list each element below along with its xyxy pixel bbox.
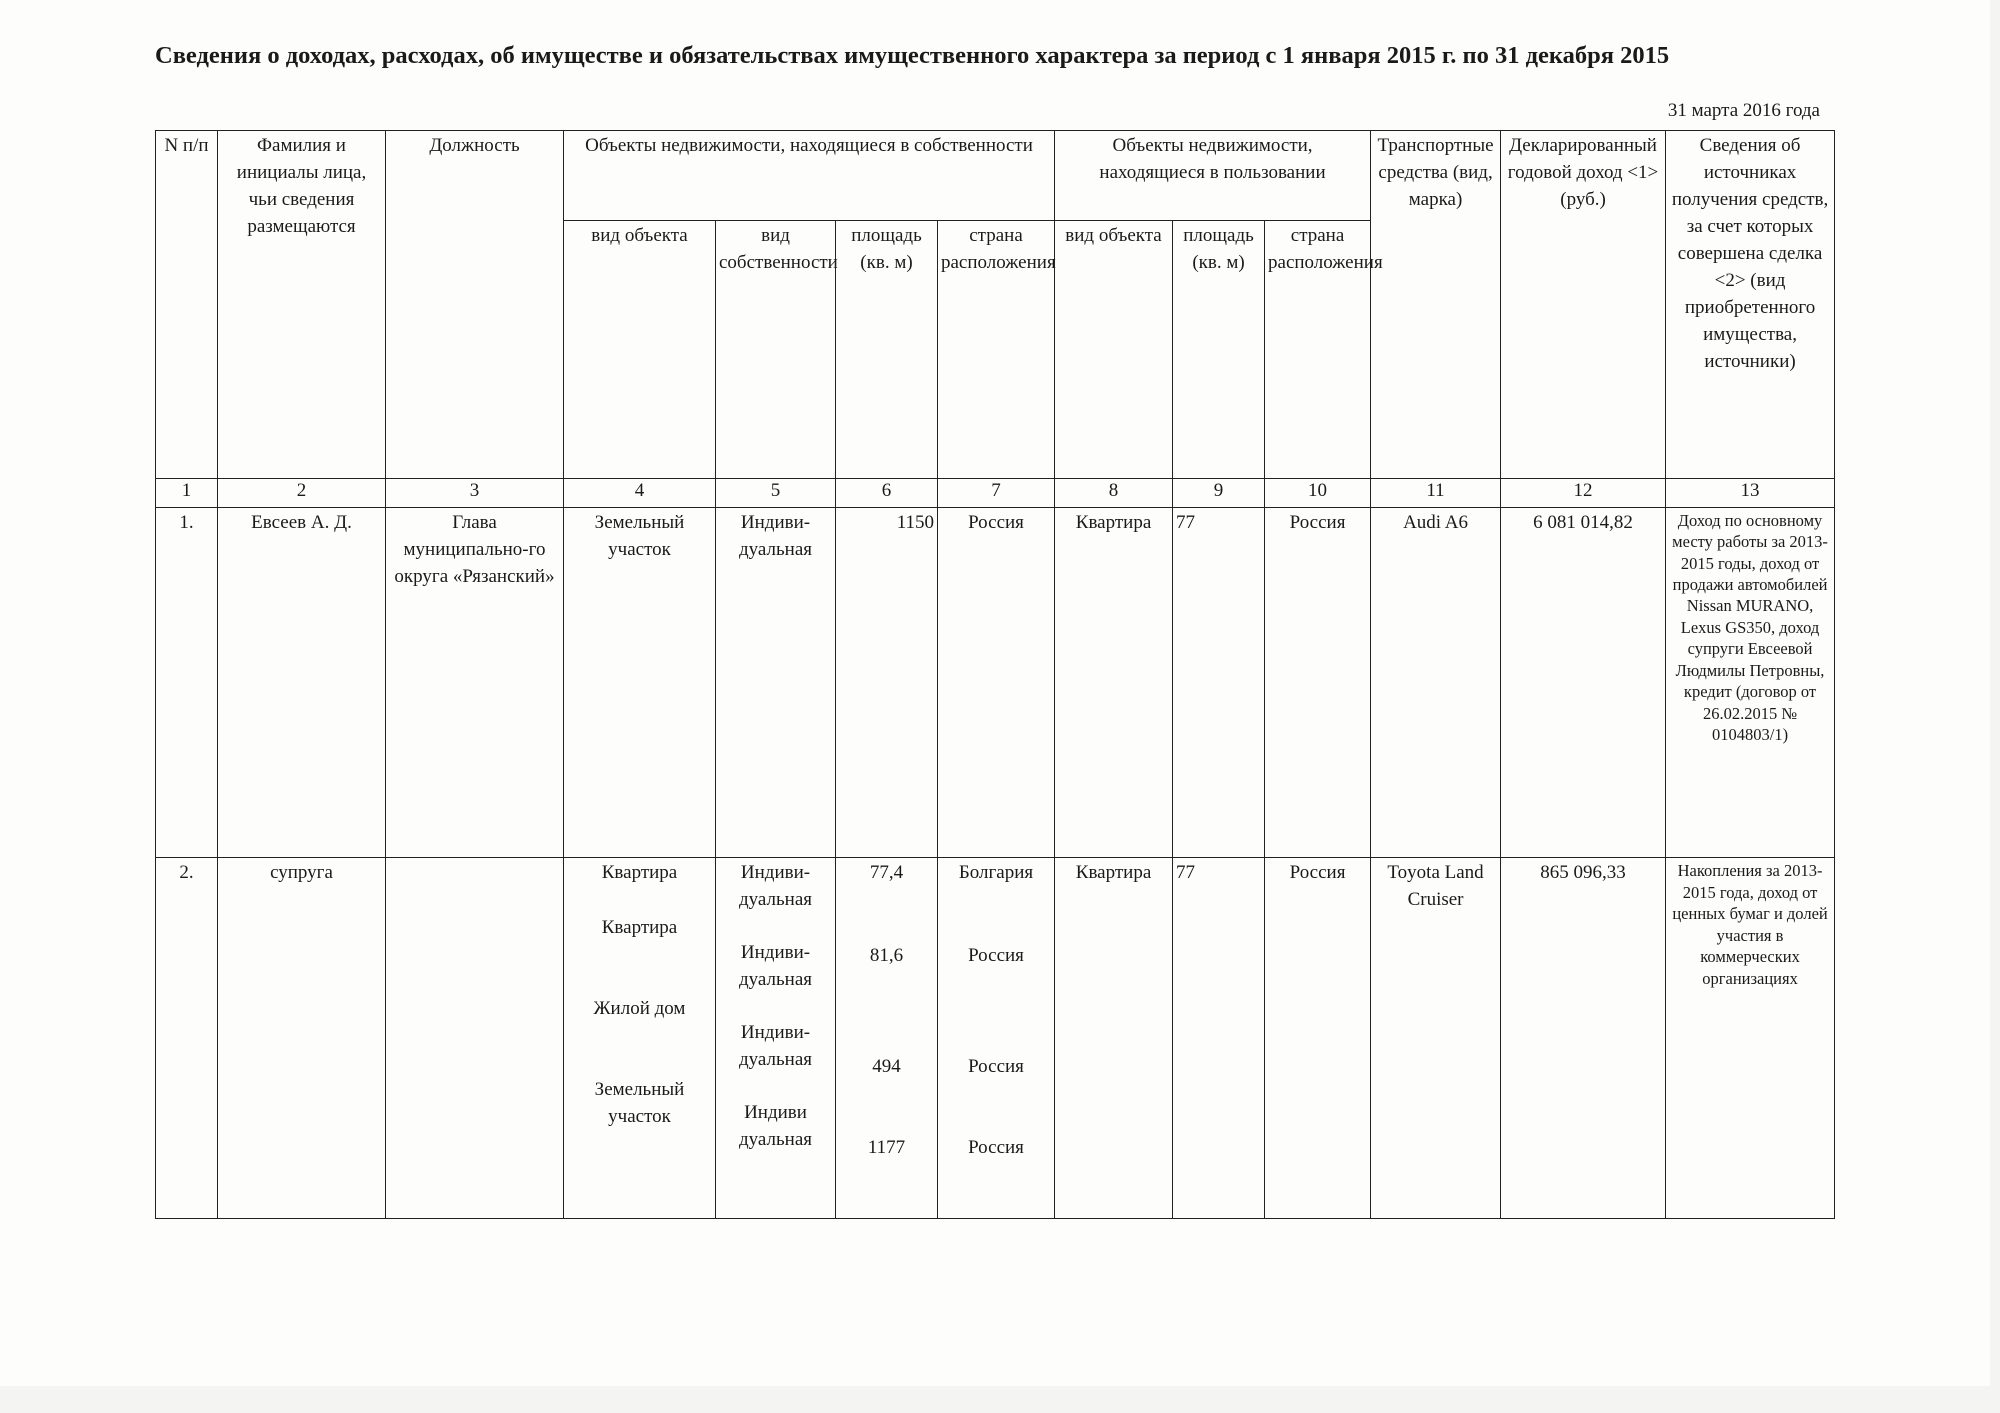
income-sources: Накопления за 2013-2015 года, доход от ценных бумаг и долей участия в коммерческих организациях (1666, 858, 1835, 1219)
col-number: 12 (1501, 478, 1666, 507)
owned-area-list (836, 858, 938, 1219)
table-row (156, 507, 1835, 858)
owned-ownership: Индиви-дуальная (738, 1022, 812, 1071)
declared-income: 865 096,33 (1501, 858, 1666, 1219)
used-area: 77 (1173, 858, 1265, 1219)
col-number: 7 (938, 478, 1055, 507)
header-num: N п/п (156, 131, 218, 479)
owned-type-list (564, 858, 716, 1219)
col-number: 3 (386, 478, 564, 507)
owned-ownership: Индиви-дуальная (738, 942, 812, 991)
header-income: Декларированный годовой доход <1> (руб.) (1501, 131, 1666, 479)
header-owned-group: Объекты недвижимости, находящиеся в собственности (564, 131, 1055, 221)
col-number: 9 (1173, 478, 1265, 507)
owned-type: Земельный участок (564, 507, 716, 858)
header-position: Должность (386, 131, 564, 479)
table-row (156, 858, 1835, 1219)
document-date: 31 марта 2016 года (1667, 100, 1820, 121)
col-number: 4 (564, 478, 716, 507)
header-owned-area: площадь (кв. м) (836, 221, 938, 478)
owned-ownership: Индиви-дуальная (738, 862, 812, 911)
document-title: Сведения о доходах, расходах, об имуществе и обязательствах имущественного характера за период с 1 января 2015 г. по 31 декабря 2015 (155, 42, 1670, 69)
header-transport: Транспортные средства (вид, марка) (1371, 131, 1501, 479)
owned-area: 1177 (867, 1137, 906, 1159)
column-number-row (156, 478, 1835, 507)
col-number: 8 (1055, 478, 1173, 507)
col-number: 2 (218, 478, 386, 507)
header-used-group: Объекты недвижимости, находящиеся в пользовании (1055, 131, 1371, 221)
owned-area: 81,6 (869, 945, 904, 967)
header-owned-ownership: вид собственности (716, 221, 836, 478)
col-number: 1 (156, 478, 218, 507)
owned-area: 494 (872, 1056, 901, 1078)
person-name: супруга (218, 858, 386, 1219)
owned-area: 77,4 (869, 862, 904, 884)
transport: Toyota Land Cruiser (1371, 858, 1501, 1219)
owned-type: Квартира (601, 917, 678, 939)
owned-area: 1150 (836, 507, 938, 858)
owned-country-list (938, 858, 1055, 1219)
owned-country: Болгария (958, 862, 1034, 884)
transport: Audi A6 (1371, 507, 1501, 858)
person-name: Евсеев А. Д. (218, 507, 386, 858)
owned-type: Жилой дом (593, 998, 686, 1020)
owned-type: Квартира (601, 862, 678, 884)
owned-country: Россия (938, 507, 1055, 858)
row-number: 2. (156, 858, 218, 1219)
owned-country: Россия (968, 945, 1024, 967)
used-country: Россия (1265, 858, 1371, 1219)
header-owned-type: вид объекта (564, 221, 716, 478)
col-number: 11 (1371, 478, 1501, 507)
declaration-table (155, 130, 1835, 1219)
header-name: Фамилия и инициалы лица, чьи сведения размещаются (218, 131, 386, 479)
owned-country: Россия (968, 1056, 1024, 1078)
owned-ownership: Индиви-дуальная (716, 507, 836, 858)
declared-income: 6 081 014,82 (1501, 507, 1666, 858)
header-used-area: площадь (кв. м) (1173, 221, 1265, 478)
owned-type: Земельный участок (594, 1079, 685, 1128)
income-sources: Доход по основному месту работы за 2013-2015 годы, доход от продажи автомобилей Nissan MURANO, Lexus GS350, доход супруги Евсеевой Людмилы Петровны, кредит (договор от 26.02.2015 № 0104803/1) (1666, 507, 1835, 858)
used-country: Россия (1265, 507, 1371, 858)
used-type: Квартира (1055, 507, 1173, 858)
owned-ownership-list (716, 858, 836, 1219)
owned-country: Россия (968, 1137, 1024, 1159)
col-number: 5 (716, 478, 836, 507)
used-area: 77 (1173, 507, 1265, 858)
col-number: 10 (1265, 478, 1371, 507)
person-position (386, 858, 564, 1219)
header-sources: Сведения об источниках получения средств, за счет которых совершена сделка <2> (вид приобретенного имущества, источники) (1666, 131, 1835, 479)
owned-ownership: Индиви дуальная (738, 1102, 812, 1151)
col-number: 13 (1666, 478, 1835, 507)
header-used-country: страна расположения (1265, 221, 1371, 478)
person-position: Глава муниципально-го округа «Рязанский» (386, 507, 564, 858)
header-used-type: вид объекта (1055, 221, 1173, 478)
header-owned-country: страна расположения (938, 221, 1055, 478)
col-number: 6 (836, 478, 938, 507)
row-number: 1. (156, 507, 218, 858)
header-row-top (156, 131, 1835, 221)
used-type: Квартира (1055, 858, 1173, 1219)
